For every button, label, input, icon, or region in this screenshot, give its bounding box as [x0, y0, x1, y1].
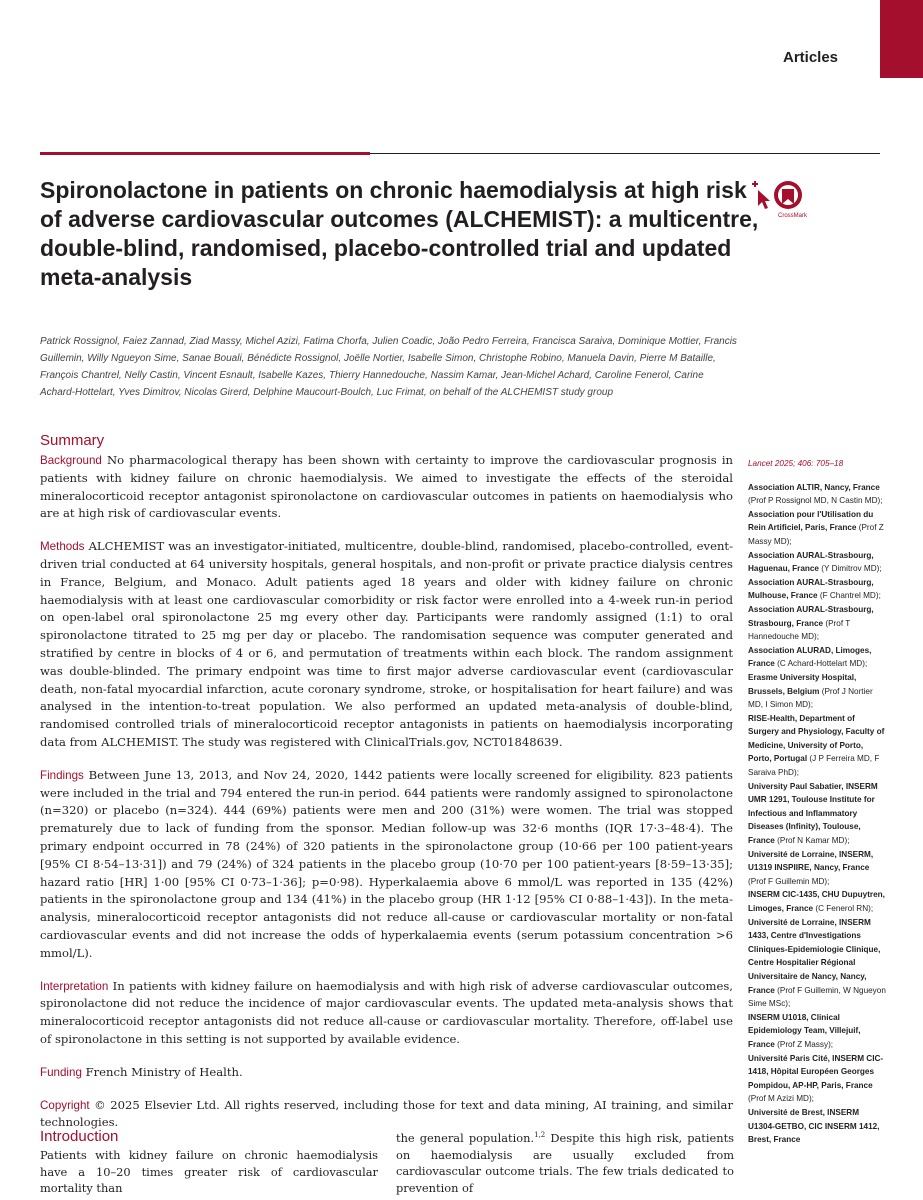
affiliation-people: (J P Ferreira MD, F Saraiva PhD);	[748, 754, 880, 778]
affiliation-institution: Université Paris Cité, INSERM CIC-1418, Hôpital Européen Georges Pompidou, AP-HP, Paris, France	[748, 1053, 884, 1090]
affiliation-people: (Prof T Hannedouche MD);	[748, 618, 851, 642]
affiliation-people: (C Fenerol RN);	[813, 904, 874, 913]
affiliation-item	[748, 549, 888, 576]
affiliation-item	[748, 603, 888, 644]
affiliation-item	[748, 1106, 888, 1147]
introduction-column-1: Patients with kidney failure on chronic haemodialysis have a 10–20 times greater risk of cardiovascular mortality than	[40, 1148, 378, 1195]
affiliation-institution: Association AURAL-Strasbourg, Strasbourg, France	[748, 604, 874, 628]
summary-background	[40, 452, 733, 523]
funding-label: Funding	[40, 1065, 82, 1079]
affiliation-item	[748, 508, 888, 549]
interpretation-text: In patients with kidney failure on haemodialysis and with high risk of adverse cardiovascular outcomes, spironolactone did not reduce the incidence of major cardiovascular events. The updated meta-analysis shows that mineralocorticoid receptor antagonists did not reduce all-cause or cardiovascular mortality. Therefore, off-label use of spironolactone in this setting is not supported by available evidence.	[40, 978, 733, 1046]
affiliation-institution: INSERM U1018, Clinical Epidemiology Team, Villejuif, France	[748, 1012, 861, 1049]
affiliation-institution: RISE-Health, Department of Surgery and Physiology, Faculty of Medicine, University of Porto, Porto, Portugal	[748, 713, 885, 764]
affiliation-institution: Université de Brest, INSERM U1304-GETBO, CIC INSERM 1412, Brest, France	[748, 1107, 880, 1145]
copyright-label: Copyright	[40, 1098, 90, 1112]
affiliation-people: (Prof N Kamar MD);	[774, 836, 850, 846]
affiliation-item	[748, 671, 888, 712]
article-title: Spironolactone in patients on chronic haemodialysis at high risk of adverse cardiovascular outcomes (ALCHEMIST): a multicentre, double-blind, randomised, placebo-controlled trial and updated meta-analysis	[40, 177, 759, 290]
affiliation-institution: University Paul Sabatier, INSERM UMR 1291, Toulouse Institute for Infectious and Inflammatory Diseases (Infinity), Toulouse, France	[748, 781, 878, 846]
header-rule-accent	[40, 152, 370, 155]
summary-findings	[40, 767, 733, 963]
affiliation-list	[748, 481, 888, 1147]
affiliation-item	[748, 576, 888, 603]
affiliation-item	[748, 1052, 888, 1106]
affiliation-institution: Association pour l'Utilisation du Rein Artificiel, Paris, France	[748, 509, 874, 533]
background-label: Background	[40, 454, 102, 467]
affiliation-institution: INSERM CIC-1435, CHU Dupuytren, Limoges, France	[748, 890, 885, 913]
summary-heading: Summary	[40, 432, 105, 449]
copyright-text: © 2025 Elsevier Ltd. All rights reserved, including those for text and data mining, AI training, and similar technologies.	[40, 1097, 734, 1130]
affiliation-people: (Y Dimitrov MD);	[818, 564, 882, 574]
affiliation-item	[748, 712, 888, 780]
author-list: Patrick Rossignol, Faiez Zannad, Ziad Massy, Michel Azizi, Fatima Chorfa, Julien Coadic, João Pedro Ferreira, Francisca Saraiva, Dominique Mottier, Francis Guillemin, Willy Ngueyon Sime, Sanae Bouali, Bénédicte Rossignol, Joëlle Nortier, Isabelle Simon, Christophe Robino, Manuela Davin, Pierre M Bataille, François Chantrel, Nelly Castin, Vincent Esnault, Isabelle Kazes, Thierry Hannedouche, Nassim Kamar, Jean-Michel Achard, Caroline Fenerol, Carine Achard-Hottelart, Yves Dimitrov, Nicolas Girerd, Delphine Maucourt-Boulch, Luc Frimat, on behalf of the ALCHEMIST study group	[40, 336, 737, 398]
methods-label: Methods	[40, 540, 85, 554]
affiliation-item	[748, 780, 888, 848]
background-text: No pharmacological therapy has been shown with certainty to improve the cardiovascular prognosis in patients with kidney failure on chronic haemodialysis. We aimed to investigate the effects of the steroidal mineralocorticoid receptor antagonist spironolactone on cardiovascular outcomes in patients on haemodialysis who are at high risk of cardiovascular events.	[40, 453, 733, 521]
affiliation-institution: Erasme University Hospital, Brussels, Belgium	[748, 672, 857, 696]
affiliation-people: (Prof F Guillemin MD);	[748, 876, 830, 886]
affiliation-item	[748, 848, 888, 889]
summary-copyright	[40, 1097, 733, 1133]
summary-body	[40, 452, 733, 1147]
summary-interpretation	[40, 978, 733, 1049]
introduction-col2-text: the general population.	[396, 1131, 535, 1145]
affiliation-people: (C Achard-Hottelart MD);	[774, 659, 868, 669]
journal-citation: Lancet 2025; 406: 705–18	[748, 459, 844, 468]
summary-methods	[40, 538, 733, 752]
affiliation-people: (F Chantrel MD);	[817, 591, 881, 601]
methods-text: ALCHEMIST was an investigator-initiated, multicentre, double-blind, randomised, placebo-controlled, event-driven trial conducted at 64 university hospitals, general hospitals, and non-profit or private practice dialysis centres in France, Belgium, and Monaco. Adult patients aged 18 years and older with kidney failure on chronic haemodialysis with at least one cardiovascular comorbidity or risk factor were enrolled into a 4-week run-in period on open-label oral spironolactone 25 mg every other day. Participants were randomly assigned (1:1) to oral spironolactone titrated to 25 mg per day or placebo. The randomisation sequence was computer generated and stratified by centre in blocks of 4 or 6, and permutation of treatments within each block. The random assignment was double-blinded. The primary endpoint was time to first major adverse cardiovascular event (cardiovascular death, non-fatal myocardial infarction, acute coronary syndrome, stroke, or hospitalisation for heart failure) and was analysed in the intention-to-treat population. We also performed an updated meta-analysis of double-blind, randomised controlled trials of mineralocorticoid receptor antagonists in patients on haemodialysis incorporating data from ALCHEMIST. The study was registered with ClinicalTrials.gov, NCT01848639.	[40, 539, 733, 749]
affiliation-institution: Association ALURAD, Limoges, France	[748, 645, 872, 669]
crossmark-label: CrossMark	[778, 213, 808, 219]
affiliation-institution: Association ALTIR, Nancy, France	[748, 482, 880, 492]
section-label: Articles	[783, 49, 839, 66]
affiliation-people: (Prof J Nortier MD, I Simon MD);	[748, 686, 873, 710]
affiliation-item	[748, 916, 888, 1011]
affiliation-people: (Prof P Rossignol MD, N Castin MD);	[748, 496, 883, 506]
findings-text: Between June 13, 2013, and Nov 24, 2020, 1442 patients were locally screened for eligibility. 823 patients were included in the trial and 794 entered the run-in period. 644 patients were randomly assigned to spironolactone (n=320) or placebo (n=324). 444 (69%) patients were men and 200 (31%) were women. The trial was stopped prematurely due to lack of funding from the sponsor. Median follow-up was 32·6 months (IQR 17·3–48·4). The primary endpoint occurred in 78 (24%) of 320 patients in the spironolactone group (10·66 per 100 patient-years [95% CI 8·54–13·31]) and 79 (24%) of 324 patients in the placebo group (10·70 per 100 patient-years [8·59–13·35]; hazard ratio [HR] 1·00 [95% CI 0·73–1·36]; p=0·98). Hyperkalaemia above 6 mmol/L was reported in 135 (42%) patients in the spironolactone group and 134 (41%) in the placebo group (HR 1·12 [95% CI 0·88–1·43]). In the meta-analysis, mineralocorticoid receptor antagonists did not reduce all-cause or cardiovascular mortality or non-fatal cardiovascular events and did not increase the odds of hyperkalaemia events (serum potassium concentration >6 mmol/L).	[40, 767, 734, 960]
summary-funding	[40, 1064, 733, 1082]
funding-text: French Ministry of Health.	[85, 1064, 243, 1079]
affiliation-institution: Association AURAL-Strasbourg, Mulhouse, France	[748, 577, 874, 601]
affiliation-people: (Prof F Guillemin, W Ngueyon Sime MSc);	[748, 985, 886, 1009]
affiliation-item	[748, 481, 888, 508]
affiliation-institution: Université de Lorraine, INSERM 1433, Centre d'Investigations Cliniques-Epidemiologie Clinique, Centre Hospitalier Régional Universitaire de Nancy, Nancy, France	[748, 917, 881, 995]
affiliation-item	[748, 1011, 888, 1052]
affiliation-institution: Université de Lorraine, INSERM, U1319 INSPIIRE, Nancy, France	[748, 849, 874, 873]
affiliation-people: (Prof Z Massy MD);	[748, 523, 884, 546]
findings-label: Findings	[40, 768, 84, 782]
affiliation-people: (Prof Z Massy);	[774, 1039, 834, 1049]
introduction-heading: Introduction	[40, 1128, 119, 1145]
affiliation-item	[748, 644, 888, 671]
sidebar	[748, 457, 888, 1147]
interpretation-label: Interpretation	[40, 979, 109, 993]
introduction-column-2	[396, 1130, 734, 1196]
affiliation-people: (Prof M Azizi MD);	[748, 1094, 814, 1104]
affiliation-institution: Association AURAL-Strasbourg, Haguenau, France	[748, 550, 874, 574]
affiliation-item	[748, 888, 888, 915]
reference-superscript[interactable]: 1,2	[534, 1131, 546, 1140]
section-color-bar	[880, 0, 923, 78]
introduction-col2-rest: Despite this high risk, patients on haemodialysis are usually excluded from cardiovascular outcome trials. The few trials dedicated to prevention of	[396, 1131, 735, 1195]
